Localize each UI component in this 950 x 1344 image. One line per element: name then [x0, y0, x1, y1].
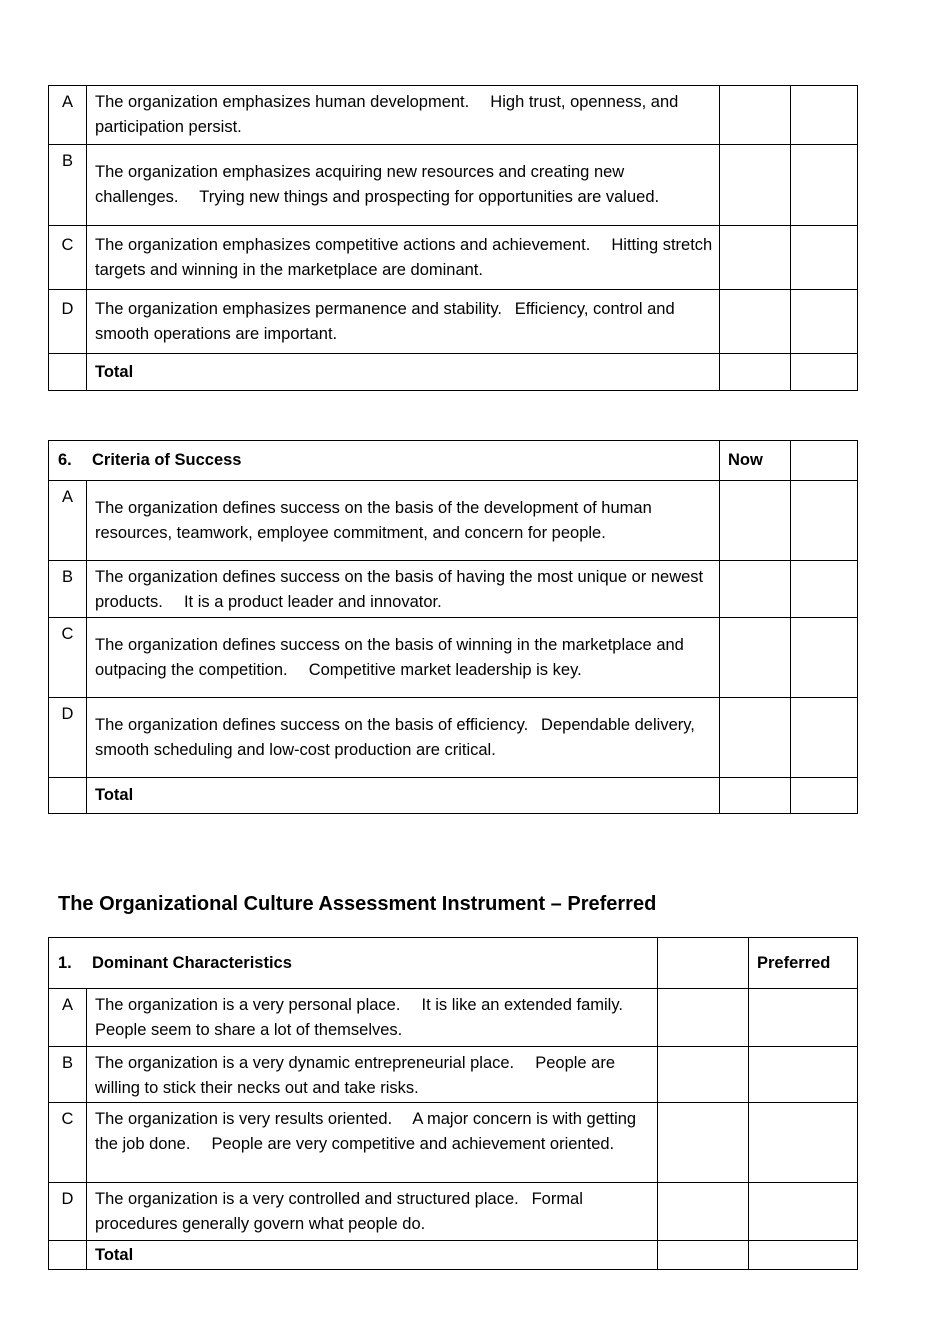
- column-header-preferred: Preferred: [749, 938, 858, 989]
- section-number: 1.: [58, 953, 72, 972]
- total-label: Total: [87, 1241, 658, 1270]
- blank-cell: [49, 1241, 87, 1270]
- row-statement: The organization is a very controlled and structured place. Formal procedures generally govern what people do.: [87, 1183, 658, 1241]
- total-row: [49, 1241, 858, 1270]
- row-letter: A: [49, 86, 87, 145]
- row-statement: The organization is a very personal place. It is like an extended family. People seem to share a lot of themselves.: [87, 989, 658, 1047]
- table-row: [49, 1183, 858, 1241]
- total-cell[interactable]: [720, 354, 791, 391]
- section-title: Criteria of Success: [92, 451, 242, 469]
- score-cell[interactable]: [791, 290, 858, 354]
- column-header-now: Now: [720, 441, 791, 481]
- row-statement: The organization defines success on the basis of the development of human resources, teamwork, employee commitment, and concern for people.: [87, 481, 720, 561]
- table-row: [49, 618, 858, 698]
- score-cell[interactable]: [749, 1103, 858, 1183]
- score-cell[interactable]: [720, 226, 791, 290]
- row-statement: The organization defines success on the basis of efficiency. Dependable delivery, smooth scheduling and low-cost production are critical.: [87, 698, 720, 778]
- row-letter: D: [49, 1183, 87, 1241]
- total-cell[interactable]: [791, 778, 858, 814]
- section-title-preferred: The Organizational Culture Assessment Instrument – Preferred: [58, 893, 657, 915]
- row-letter: B: [49, 561, 87, 618]
- column-header-blank: [658, 938, 749, 989]
- row-statement: The organization is very results oriented. A major concern is with getting the job done. People are very competitive and achievement oriented.: [87, 1103, 658, 1183]
- table-row: [49, 226, 858, 290]
- total-label: Total: [87, 778, 720, 814]
- total-label: Total: [87, 354, 720, 391]
- table-row: [49, 1103, 858, 1183]
- row-letter: C: [49, 618, 87, 698]
- score-cell[interactable]: [720, 145, 791, 226]
- score-cell[interactable]: [749, 989, 858, 1047]
- score-cell[interactable]: [720, 290, 791, 354]
- row-letter: D: [49, 698, 87, 778]
- score-cell[interactable]: [720, 481, 791, 561]
- row-letter: B: [49, 1047, 87, 1103]
- total-row: [49, 354, 858, 391]
- table-row: [49, 698, 858, 778]
- row-statement: The organization emphasizes competitive actions and achievement. Hitting stretch targets and winning in the marketplace are dominant.: [87, 226, 720, 290]
- total-cell[interactable]: [791, 354, 858, 391]
- row-statement: The organization emphasizes permanence and stability. Efficiency, control and smooth operations are important.: [87, 290, 720, 354]
- total-cell[interactable]: [720, 778, 791, 814]
- score-cell[interactable]: [658, 1183, 749, 1241]
- score-cell[interactable]: [658, 1103, 749, 1183]
- row-statement: The organization emphasizes acquiring new resources and creating new challenges. Trying new things and prospecting for opportunities are valued.: [87, 145, 720, 226]
- section-title: Dominant Characteristics: [92, 953, 292, 972]
- table-row: [49, 1047, 858, 1103]
- row-statement: The organization emphasizes human development. High trust, openness, and participation persist.: [87, 86, 720, 145]
- score-cell[interactable]: [720, 561, 791, 618]
- score-cell[interactable]: [720, 86, 791, 145]
- total-cell[interactable]: [749, 1241, 858, 1270]
- table-dominant-characteristics-preferred: [48, 937, 858, 1270]
- column-header-blank: [791, 441, 858, 481]
- table-row: [49, 481, 858, 561]
- score-cell[interactable]: [791, 145, 858, 226]
- row-statement: The organization defines success on the basis of winning in the marketplace and outpacing the competition. Competitive market leadership is key.: [87, 618, 720, 698]
- blank-cell: [49, 354, 87, 391]
- total-cell[interactable]: [658, 1241, 749, 1270]
- section-heading: [49, 441, 720, 481]
- score-cell[interactable]: [791, 698, 858, 778]
- table-criteria-of-success: [48, 440, 858, 814]
- table-header-row: [49, 441, 858, 481]
- row-letter: D: [49, 290, 87, 354]
- table-row: [49, 86, 858, 145]
- row-letter: B: [49, 145, 87, 226]
- section-heading: [49, 938, 658, 989]
- table-row: [49, 145, 858, 226]
- score-cell[interactable]: [749, 1183, 858, 1241]
- row-statement: The organization is a very dynamic entrepreneurial place. People are willing to stick their necks out and take risks.: [87, 1047, 658, 1103]
- table-row: [49, 989, 858, 1047]
- score-cell[interactable]: [749, 1047, 858, 1103]
- score-cell[interactable]: [658, 1047, 749, 1103]
- score-cell[interactable]: [791, 226, 858, 290]
- table-ideal-continuation: [48, 85, 858, 391]
- table-row: [49, 561, 858, 618]
- row-letter: C: [49, 226, 87, 290]
- score-cell[interactable]: [791, 481, 858, 561]
- section-number: 6.: [58, 451, 72, 469]
- table-header-row: [49, 938, 858, 989]
- score-cell[interactable]: [791, 618, 858, 698]
- score-cell[interactable]: [720, 698, 791, 778]
- score-cell[interactable]: [791, 561, 858, 618]
- table-row: [49, 290, 858, 354]
- row-letter: A: [49, 989, 87, 1047]
- score-cell[interactable]: [720, 618, 791, 698]
- score-cell[interactable]: [658, 989, 749, 1047]
- row-letter: A: [49, 481, 87, 561]
- row-statement: The organization defines success on the basis of having the most unique or newest products. It is a product leader and innovator.: [87, 561, 720, 618]
- score-cell[interactable]: [791, 86, 858, 145]
- row-letter: C: [49, 1103, 87, 1183]
- blank-cell: [49, 778, 87, 814]
- total-row: [49, 778, 858, 814]
